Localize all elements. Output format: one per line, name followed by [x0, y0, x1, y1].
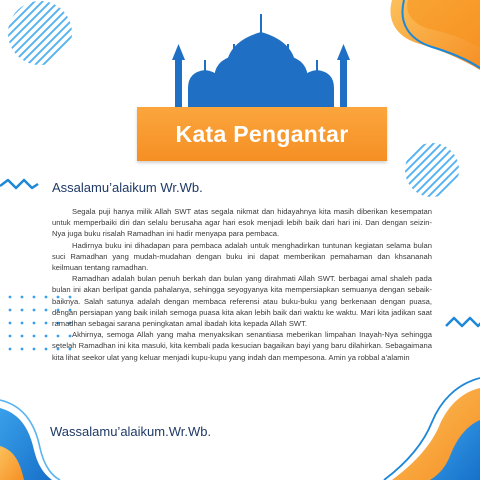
paragraph: Akhirnya, semoga Allah yang maha menyaksikan senantiasa meberikan limpahan Inayah-Nya sehingga setelah Ramadhan ini kita masuki, kita kembali pada kesucian bagaikan bayi yang baru dilahirkan. Sebagaimana kita lihat seekor ulat yang keluar menjadi kupu-kupu yang indah dan mempesona. Amin ya robbal a’alamin	[52, 330, 432, 362]
title-banner	[137, 107, 387, 161]
zigzag-left	[0, 180, 38, 188]
paragraph: Segala puji hanya milik Allah SWT atas segala nikmat dan hidayahnya kita masih diberikan kesempatan untuk memperbaiki diri dan selalu berusaha agar hari esok menjadi lebih baik dari hari ini. Dan dengan seizin-Nya juga buku risalah Ramadhan ini hadir menyapa para pembaca.	[52, 207, 432, 239]
greeting: Assalamu’alaikum Wr.Wb.	[52, 180, 203, 195]
foreword-body	[52, 206, 432, 363]
striped-circle-top-left	[0, 0, 108, 88]
paragraph: Hadirnya buku ini dihadapan para pembaca adalah untuk menghadirkan tuntunan kegiatan selama bulan suci Ramadhan yang mudah-mudahan dengan buku ini dapat memberikan pemahaman dan khsananah keilmuan tentang ramadhan.	[52, 240, 432, 273]
paragraph: Ramadhan adalah bulan penuh berkah dan bulan yang dirahmati Allah SWT. berbagai amal shaleh pada bulan ini akan berlipat ganda pahalanya, sehingga seyogyanya kita mempersiapkan semuanya dengan sebaik-baiknya. Salah satunya adalah dengan membaca referensi atau buku-buku yang berkenaan dengan puasa, dengan persiapan yang baik inilah semoga puasa kita akan lebih baik dari waktu ke waktu. Mari kita jadikan saat ramadhan sebagai sarana peningkatan amal ibadah kita kepada Allah SWT.	[52, 274, 432, 329]
page-title: Kata Pengantar	[175, 120, 349, 147]
striped-circle-right	[405, 140, 480, 200]
closing-greeting: Wassalamu’alaikum.Wr.Wb.	[50, 424, 212, 439]
zigzag-right	[446, 318, 480, 326]
mosque-silhouette-icon	[172, 14, 350, 112]
